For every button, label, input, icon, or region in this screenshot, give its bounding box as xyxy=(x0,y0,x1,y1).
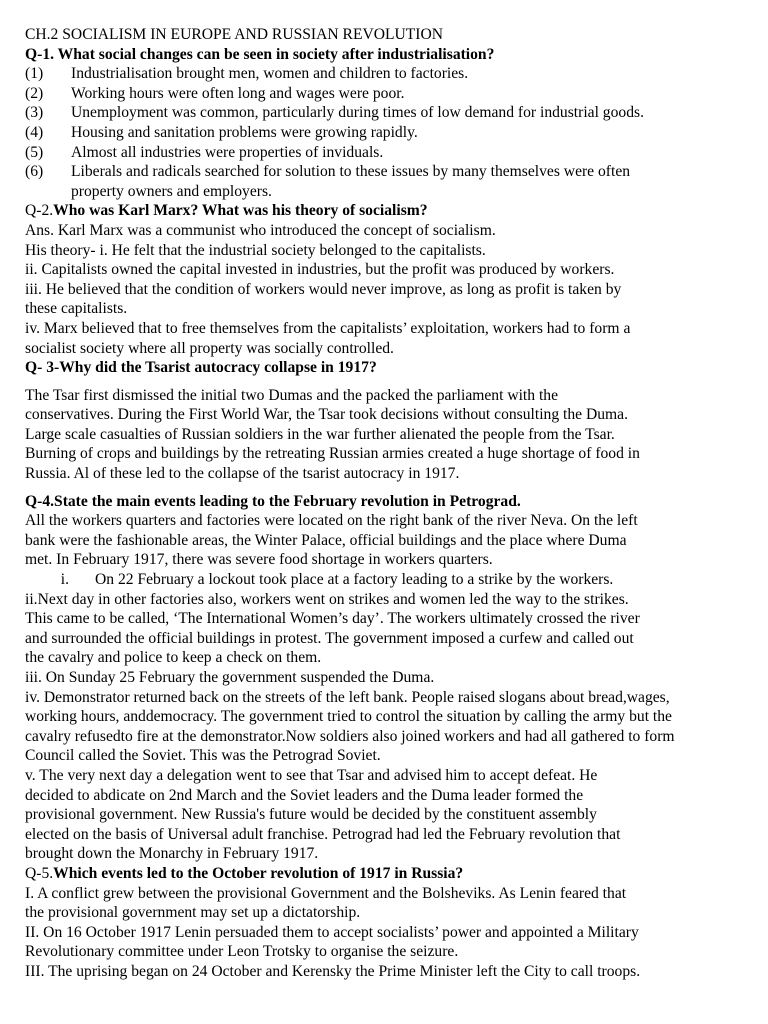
paragraph-line: iv. Demonstrator returned back on the streets of the left bank. People raised slogans about bread,wages, xyxy=(25,688,670,706)
question-5-text: Which events led to the October revolution of 1917 in Russia? xyxy=(53,864,464,882)
paragraph-line: iii. He believed that the condition of workers would never improve, as long as profit is taken by xyxy=(25,280,622,298)
chapter-title: CH.2 SOCIALISM IN EUROPE AND RUSSIAN REVOLUTION xyxy=(25,26,444,43)
list-item-number: (6) xyxy=(25,163,44,181)
list-item-text: Almost all industries were properties of inviduals. xyxy=(71,143,384,161)
paragraph-line: bank were the fashionable areas, the Winter Palace, official buildings and the place where Duma xyxy=(25,531,627,549)
question-2-text: Who was Karl Marx? What was his theory of socialism? xyxy=(53,202,428,220)
document-page xyxy=(25,25,768,982)
paragraph-line: Burning of crops and buildings by the retreating Russian armies created a huge shortage of food in xyxy=(25,445,640,463)
paragraph-line: the provisional government may set up a dictatorship. xyxy=(25,904,361,922)
list-item-text: On 22 February a lockout took place at a factory leading to a strike by the workers. xyxy=(95,571,614,589)
paragraph-line: socialist society where all property was socially controlled. xyxy=(25,339,394,357)
question-4-heading: Q-4.State the main events leading to the February revolution in Petrograd. xyxy=(25,492,521,510)
list-item xyxy=(25,84,768,104)
paragraph-line: ii. Capitalists owned the capital invested in industries, but the profit was produced by workers. xyxy=(25,261,615,279)
list-item-text: Liberals and radicals searched for solution to these issues by many themselves were often xyxy=(71,163,631,181)
paragraph-line: ii.Next day in other factories also, workers went on strikes and women led the way to the strikes. xyxy=(25,590,629,608)
question-2-prefix: Q-2. xyxy=(25,202,54,220)
list-item-number: (2) xyxy=(25,84,44,102)
list-item-text: Unemployment was common, particularly during times of low demand for industrial goods. xyxy=(71,104,644,122)
paragraph-line: The Tsar first dismissed the initial two Dumas and the packed the parliament with the xyxy=(25,386,559,404)
question-5-prefix: Q-5. xyxy=(25,864,54,882)
list-item-continuation: property owners and employers. xyxy=(71,182,272,200)
paragraph-line: II. On 16 October 1917 Lenin persuaded them to accept socialists’ power and appointed a Military xyxy=(25,923,639,941)
paragraph-line: Revolutionary committee under Leon Trotsky to organise the seizure. xyxy=(25,943,459,961)
paragraph-line: met. In February 1917, there was severe food shortage in workers quarters. xyxy=(25,551,493,569)
question-1-heading: Q-1. What social changes can be seen in society after industrialisation? xyxy=(25,45,495,63)
paragraph-line: these capitalists. xyxy=(25,300,128,318)
paragraph-line: This came to be called, ‘The International Women’s day’. The workers ultimately crossed the river xyxy=(25,610,640,628)
list-item-number: (5) xyxy=(25,143,44,161)
list-item-number: i. xyxy=(60,571,69,589)
paragraph-line: conservatives. During the First World War, the Tsar took decisions without consulting the Duma. xyxy=(25,406,628,424)
paragraph-line: v. The very next day a delegation went to see that Tsar and advised him to accept defeat. He xyxy=(25,766,598,784)
list-item xyxy=(25,162,768,182)
paragraph-line: Council called the Soviet. This was the Petrograd Soviet. xyxy=(25,747,381,765)
question-3-heading: Q- 3-Why did the Tsarist autocracy collapse in 1917? xyxy=(25,359,377,377)
list-item-text: Working hours were often long and wages were poor. xyxy=(71,84,405,102)
paragraph-line: the cavalry and police to keep a check on them. xyxy=(25,649,322,667)
paragraph-line: provisional government. New Russia's future would be decided by the constituent assembly xyxy=(25,806,597,824)
list-item-number: (4) xyxy=(25,123,44,141)
paragraph-line: Russia. Al of these led to the collapse of the tsarist autocracy in 1917. xyxy=(25,465,460,483)
paragraph-line: elected on the basis of Universal adult franchise. Petrograd had led the February revolution that xyxy=(25,825,621,843)
paragraph-line: and surrounded the official buildings in protest. The government imposed a curfew and called out xyxy=(25,629,634,647)
list-item xyxy=(25,123,768,143)
paragraph-line: iv. Marx believed that to free themselves from the capitalists’ exploitation, workers had to form a xyxy=(25,319,631,337)
paragraph-line: iii. On Sunday 25 February the government suspended the Duma. xyxy=(25,669,435,686)
paragraph-line: III. The uprising began on 24 October and Kerensky the Prime Minister left the City to call troops. xyxy=(25,962,641,980)
list-item-text: Housing and sanitation problems were growing rapidly. xyxy=(71,123,418,141)
paragraph-line: Ans. Karl Marx was a communist who introduced the concept of socialism. xyxy=(25,221,496,239)
paragraph-line: I. A conflict grew between the provisional Government and the Bolsheviks. As Lenin feared that xyxy=(25,884,627,902)
paragraph-line: decided to abdicate on 2nd March and the Soviet leaders and the Duma leader formed the xyxy=(25,786,584,804)
paragraph-line: cavalry refusedto fire at the demonstrator.Now soldiers also joined workers and had all gathered to form xyxy=(25,727,675,745)
paragraph-line: All the workers quarters and factories were located on the right bank of the river Neva. On the left xyxy=(25,512,638,530)
list-item-number: (1) xyxy=(25,65,44,83)
list-item xyxy=(25,64,768,84)
list-item xyxy=(25,103,768,123)
paragraph-line: His theory- i. He felt that the industrial society belonged to the capitalists. xyxy=(25,241,486,259)
question-1-list xyxy=(25,64,768,201)
question-5-heading xyxy=(25,864,768,884)
paragraph-line: Large scale casualties of Russian soldiers in the war further alienated the people from the Tsar. xyxy=(25,425,615,443)
list-item xyxy=(25,143,768,163)
list-item-text: Industrialisation brought men, women and children to factories. xyxy=(71,65,469,83)
list-item xyxy=(25,570,768,590)
paragraph-line: brought down the Monarchy in February 1917. xyxy=(25,845,319,863)
question-2-heading xyxy=(25,201,768,221)
question-3-answer xyxy=(25,386,768,484)
list-item-number: (3) xyxy=(25,104,44,122)
paragraph-line: working hours, anddemocracy. The government tried to control the situation by calling the army but the xyxy=(25,708,672,726)
